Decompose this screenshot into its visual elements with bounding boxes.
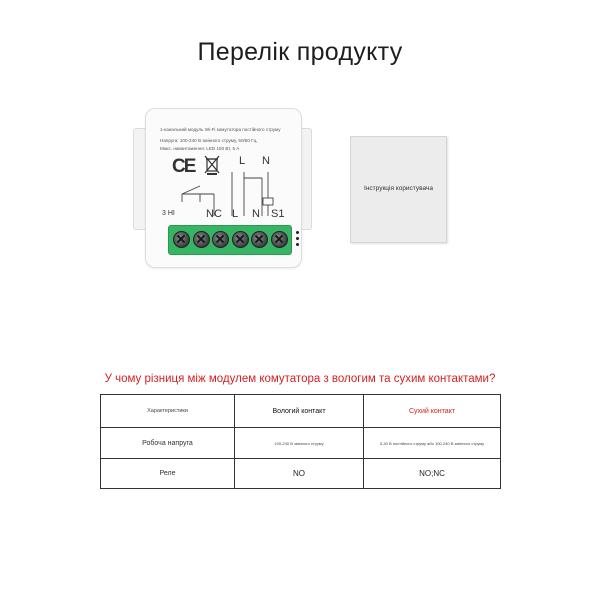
dry-voltage-value: 5-30 В постійного струму або 100-240 В змінного струму <box>364 428 501 459</box>
comparison-table <box>100 394 501 489</box>
page-title: Перелік продукту <box>197 38 403 66</box>
terminal-screw <box>193 231 210 248</box>
row-label-relay: Реле <box>101 459 235 489</box>
table-row <box>101 428 501 459</box>
table-header-row <box>101 395 501 428</box>
header-wet-contact: Вологий контакт <box>235 395 364 428</box>
hi-label: 3 HI <box>162 210 175 217</box>
indicator-dots <box>296 231 299 249</box>
bottom-terminal-s1: S1 <box>271 208 285 220</box>
terminal-screw <box>251 231 268 248</box>
top-terminal-n: N <box>262 155 270 167</box>
device-label-voltage: Напруга: 100-240 В змінного струму, 50/60 Гц, <box>160 138 258 143</box>
user-manual <box>350 136 447 243</box>
wet-relay-value: NO <box>235 459 364 489</box>
terminal-screw <box>232 231 249 248</box>
switch-module-device <box>135 108 310 268</box>
terminal-block <box>168 225 292 255</box>
wet-voltage-value: 100-240 В змінного струму <box>235 428 364 459</box>
device-label-load: Макс. навантаження: LED 150 Вт, 5 А <box>160 146 240 151</box>
header-characteristics: Характеристики <box>101 395 235 428</box>
terminal-screw <box>173 231 190 248</box>
dry-relay-value: NO;NC <box>364 459 501 489</box>
ce-mark: CE <box>172 156 195 177</box>
bottom-terminal-nc: NC <box>206 208 222 220</box>
bottom-terminal-n: N <box>252 208 260 220</box>
device-label-model: 1-канальний модуль Wi-Fi комутатора постійного струму <box>160 127 281 132</box>
terminal-screw <box>212 231 229 248</box>
terminal-screw <box>271 231 288 248</box>
header-dry-contact: Сухий контакт <box>364 395 501 428</box>
comparison-question: У чому різниця між модулем комутатора з вологим та сухим контактами? <box>104 373 496 385</box>
bottom-terminal-l: L <box>232 208 239 220</box>
device-body <box>145 108 302 268</box>
row-label-voltage: Робоча напруга <box>101 428 235 459</box>
table-row <box>101 459 501 489</box>
top-terminal-l: L <box>239 155 246 167</box>
user-manual-label: Інструкція користувача <box>364 185 433 192</box>
